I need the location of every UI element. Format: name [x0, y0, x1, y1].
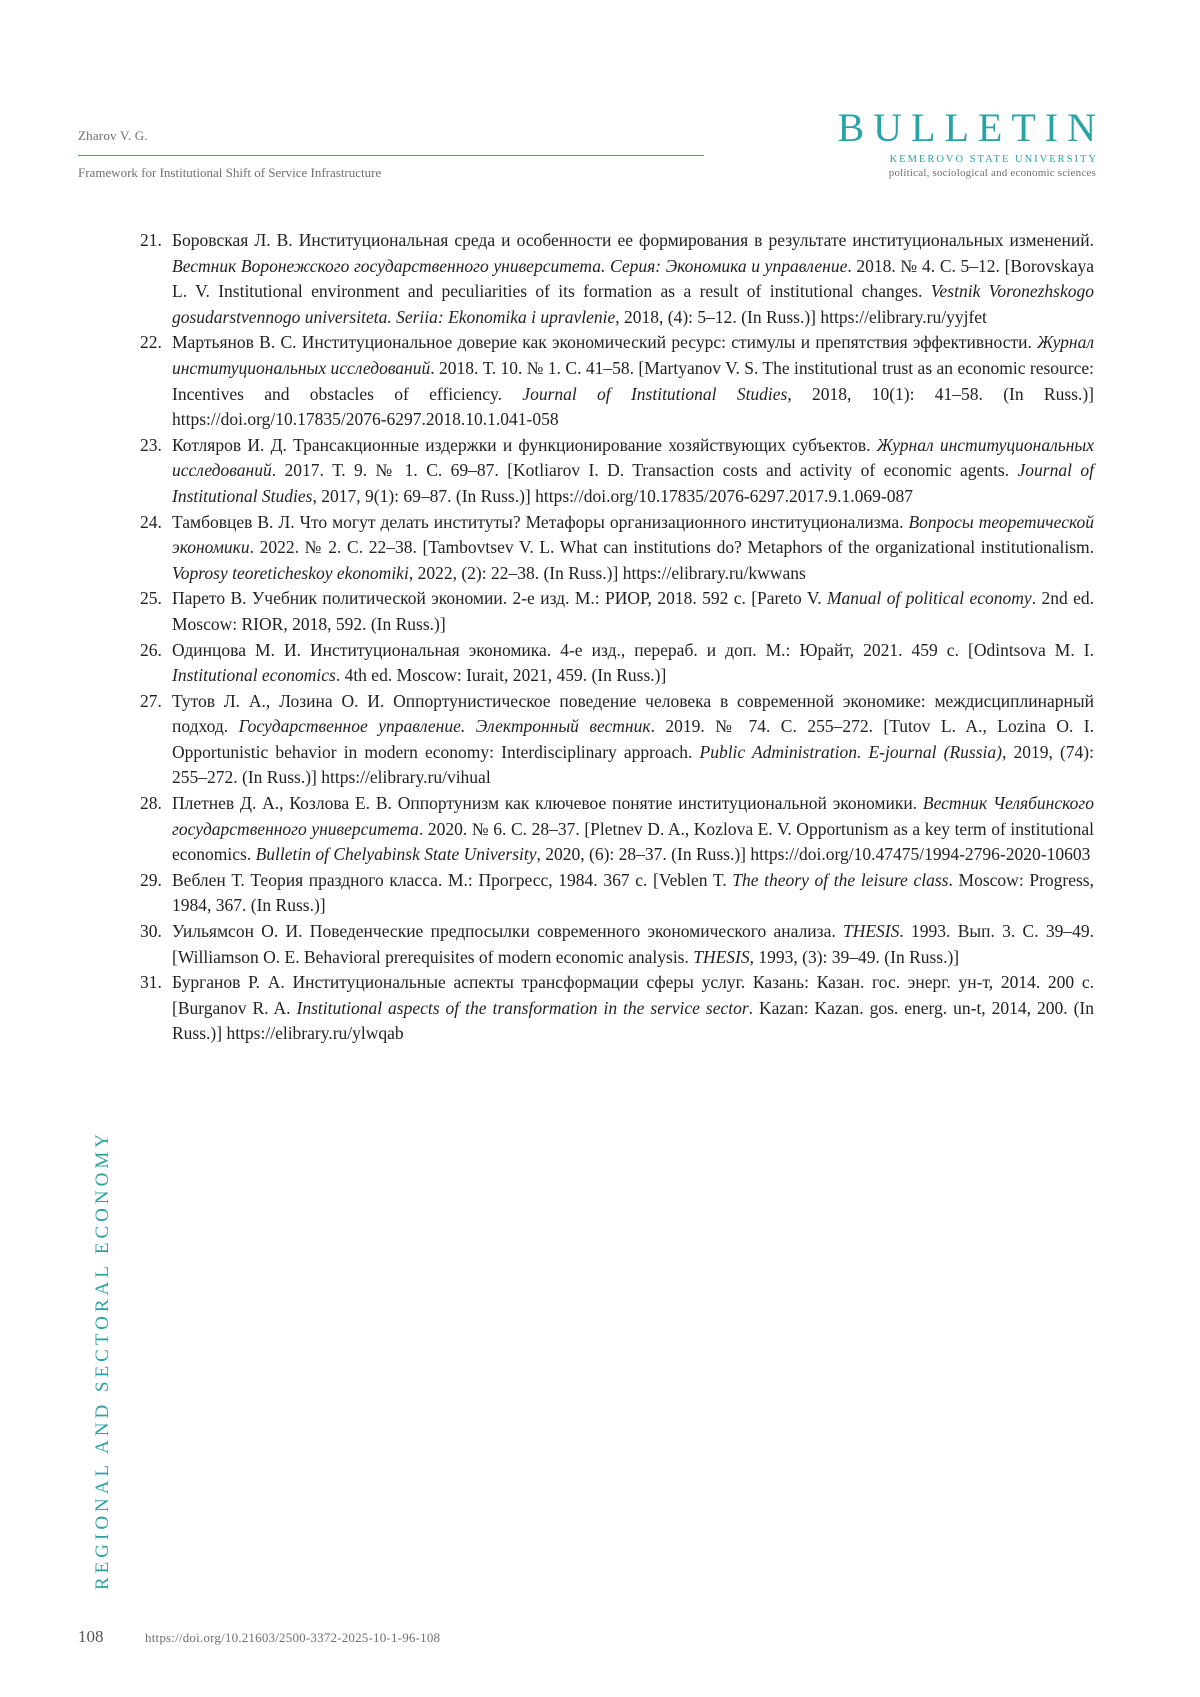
reference-text [172, 793, 1094, 864]
reference-number: 29. [140, 869, 162, 890]
reference-item [140, 228, 1094, 330]
reference-source-title: The theory of the leisure class [732, 869, 949, 890]
reference-text [172, 435, 1094, 506]
reference-number: 30. [140, 921, 162, 942]
reference-item [140, 638, 1094, 689]
reference-source-title: THESIS [843, 921, 900, 942]
section-label: REGIONAL AND SECTORAL ECONOMY [92, 1130, 113, 1590]
reference-segment: . 2017. Т. 9. № 1. С. 69–87. [Kotliarov I. D. Transaction costs and activity of economic agents. [271, 460, 1018, 481]
reference-source-title: Журнал институциональных исследований [172, 434, 1094, 481]
reference-text [172, 588, 1094, 634]
reference-segment: . Kazan: Kazan. gos. energ. un-t, 2014, 200. (In Russ.)] https://elibrary.ru/ylwqab [172, 997, 1094, 1044]
reference-source-title: Public Administration. E-journal (Russia) [699, 741, 1002, 762]
reference-segment: . 2018. Т. 10. № 1. С. 41–58. [Martyanov V. S. The institutional trust as an economic resource: Incentives and obstacles of efficiency. [172, 357, 1094, 404]
reference-segment: , 2018, (4): 5–12. (In Russ.)] https://elibrary.ru/yyjfet [615, 306, 987, 327]
reference-segment: . Moscow: Progress, 1984, 367. (In Russ.)] [172, 869, 1094, 916]
reference-number: 22. [140, 332, 162, 353]
reference-source-title: Voprosy teoreticheskoy ekonomiki [172, 562, 409, 583]
reference-text [172, 870, 1094, 916]
reference-source-title: Manual of political economy [826, 588, 1032, 609]
reference-segment: , 1993, (3): 39–49. (In Russ.)] [749, 946, 960, 967]
reference-segment: Тамбовцев В. Л. Что могут делать институты? Метафоры организационного институционализма. [172, 511, 909, 532]
reference-item [140, 330, 1094, 432]
reference-item [140, 791, 1094, 868]
reference-item [140, 586, 1094, 637]
reference-segment: Плетнев Д. А., Козлова Е. В. Оппортунизм как ключевое понятие институциональной экономики. [172, 793, 923, 814]
reference-number: 31. [140, 972, 162, 993]
reference-source-title: Вестник Челябинского государственного университета [172, 793, 1094, 839]
reference-source-title: THESIS [693, 946, 750, 967]
page-number: 108 [78, 1627, 104, 1646]
reference-source-title: Institutional aspects of the transformation in the service sector [296, 997, 749, 1018]
reference-text [172, 972, 1094, 1043]
reference-segment: Мартьянов В. С. Институциональное доверие как экономический ресурс: стимулы и препятствия эффективности. [172, 332, 1038, 353]
footer-doi-link[interactable]: https://doi.org/10.21603/2500-3372-2025-10-1-96-108 [145, 1630, 441, 1645]
reference-segment: Тутов Л. А., Лозина О. И. Оппортунистическое поведение человека в современной экономике: междисциплинарный подход. [172, 690, 1094, 737]
journal-brand [837, 105, 1105, 179]
reference-source-title: Institutional economics [172, 665, 336, 686]
reference-segment: Уильямсон О. И. Поведенческие предпосылки современного экономического анализа. [172, 921, 843, 942]
journal-title: BULLETIN [837, 105, 1105, 150]
journal-subtitle: political, sociological and economic sciences [888, 167, 1096, 179]
reference-segment: . 2019. № 74. С. 255–272. [Tutov L. A., Lozina O. I. Opportunistic behavior in modern economy: Interdisciplinary approach. [172, 716, 1095, 762]
reference-segment: Веблен Т. Теория праздного класса. М.: Прогресс, 1984. 367 с. [Veblen T. [172, 869, 733, 890]
reference-segment: , 2018, 10(1): 41–58. (In Russ.)] https://doi.org/10.17835/2076-6297.2018.10.1.041-058 [172, 383, 1095, 430]
reference-item [140, 919, 1094, 970]
reference-segment: , 2017, 9(1): 69–87. (In Russ.)] https://doi.org/10.17835/2076-6297.2017.9.1.069-087 [312, 485, 913, 506]
journal-university: KEMEROVO STATE UNIVERSITY [889, 154, 1098, 165]
reference-source-title: Journal of Institutional Studies [172, 460, 1094, 506]
reference-segment: Парето В. Учебник политической экономии. 2-е изд. М.: РИОР, 2018. 592 с. [Pareto V. [172, 588, 827, 609]
reference-number: 27. [140, 690, 162, 711]
reference-segment: . 2020. № 6. С. 28–37. [Pletnev D. A., Kozlova E. V. Opportunism as a key term of institutional economics. [172, 818, 1094, 865]
reference-list [140, 228, 1094, 1047]
reference-text [172, 332, 1094, 429]
reference-segment: , 2019, (74): 255–272. (In Russ.)] https://elibrary.ru/vihual [172, 741, 1094, 788]
reference-item [140, 689, 1094, 791]
reference-source-title: Journal of Institutional Studies [522, 383, 788, 404]
reference-source-title: Vestnik Voronezhskogo gosudarstvennogo universiteta. Seriia: Ekonomika i upravlenie [172, 281, 1094, 327]
reference-segment: Бурганов Р. А. Институциональные аспекты трансформации сферы услуг. Казань: Казан. гос. энерг. ун-т, 2014. 200 с. [Burganov R. A. [172, 972, 1094, 1018]
reference-segment: . 1993. Вып. 3. С. 39–49. [Williamson O. E. Behavioral prerequisites of modern economic analysis. [172, 921, 1095, 967]
reference-source-title: Bulletin of Chelyabinsk State University [255, 844, 537, 865]
header-divider [78, 155, 704, 156]
author-name: Zharov V. G. [78, 128, 148, 143]
reference-source-title: Государственное управление. Электронный вестник [238, 716, 651, 737]
reference-text [172, 512, 1094, 583]
reference-item [140, 868, 1094, 919]
running-article-title: Framework for Institutional Shift of Service Infrastructure [78, 165, 382, 180]
reference-segment: Боровская Л. В. Институциональная среда и особенности ее формирования в результате институциональных изменений. [172, 230, 1094, 250]
reference-source-title: Журнал институциональных исследований [172, 332, 1094, 378]
reference-source-title: Вестник Воронежского государственного университета. Серия: Экономика и управление [172, 255, 848, 276]
reference-segment: . 2018. № 4. С. 5–12. [Borovskaya L. V. Institutional environment and peculiarities of its formation as a result of institutional changes. [172, 255, 1094, 302]
reference-number: 21. [140, 230, 162, 250]
reference-segment: Котляров И. Д. Трансакционные издержки и функционирование хозяйствующих субъектов. [172, 434, 877, 455]
reference-segment: . 2nd ed. Moscow: RIOR, 2018, 592. (In Russ.)] [172, 588, 1094, 634]
reference-item [140, 433, 1094, 510]
reference-segment: Одинцова М. И. Институциональная экономика. 4-е изд., перераб. и доп. М.: Юрайт, 2021. 459 с. [Odintsova M. I. [172, 639, 1094, 660]
reference-text [172, 640, 1094, 686]
reference-text [172, 921, 1094, 967]
reference-text [172, 230, 1094, 327]
reference-segment: , 2022, (2): 22–38. (In Russ.)] https://elibrary.ru/kwwans [408, 562, 806, 583]
reference-number: 25. [140, 588, 162, 609]
reference-source-title: Вопросы теоретической экономики [172, 511, 1094, 558]
reference-item [140, 970, 1094, 1047]
reference-item [140, 510, 1094, 587]
reference-segment: . 2022. № 2. С. 22–38. [Tambovtsev V. L. What can institutions do? Metaphors of the organizational institutionalism. [249, 537, 1094, 558]
reference-segment: . 4th ed. Moscow: Iurait, 2021, 459. (In Russ.)] [335, 665, 667, 686]
reference-text [172, 691, 1094, 788]
reference-number: 28. [140, 793, 162, 814]
reference-segment: , 2020, (6): 28–37. (In Russ.)] https://doi.org/10.47475/1994-2796-2020-10603 [536, 844, 1091, 865]
reference-number: 23. [140, 434, 162, 455]
reference-number: 26. [140, 639, 162, 660]
reference-number: 24. [140, 511, 162, 532]
